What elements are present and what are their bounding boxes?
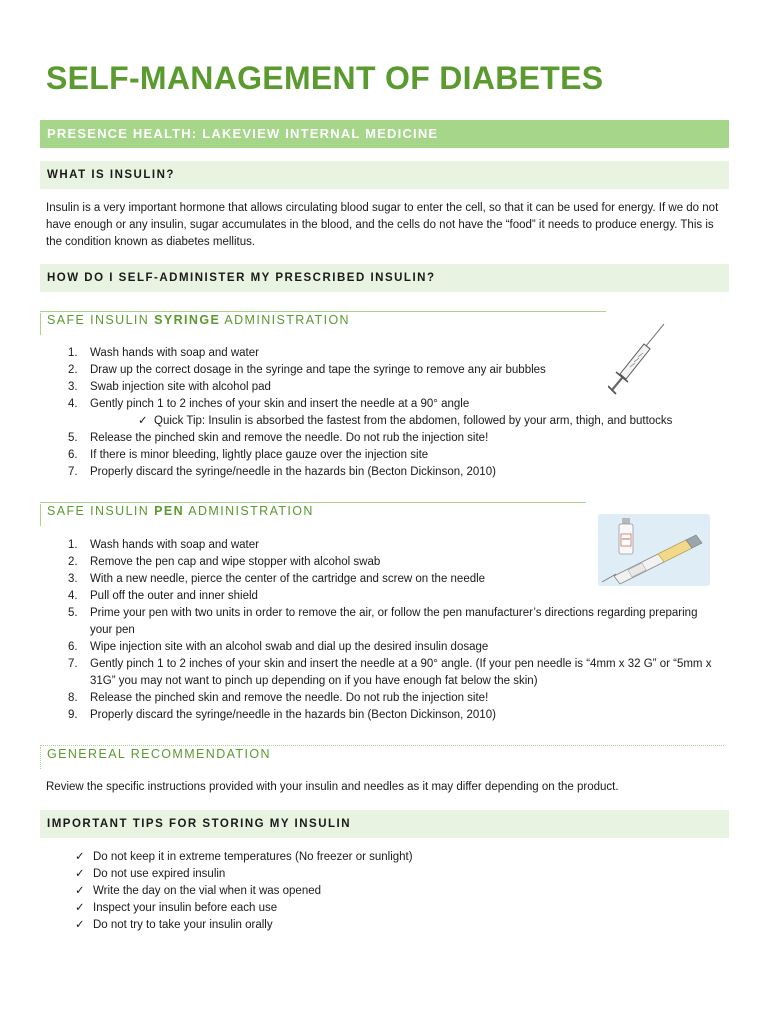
general-recommendation-text: Review the specific instructions provided with your insulin and needles as it may differ depending on the product. (46, 781, 619, 793)
list-item: 7. Properly discard the syringe/needle in the hazards bin (Becton Dickinson, 2010) (68, 466, 496, 478)
list-item: 2. Remove the pen cap and wipe stopper with alcohol swab (68, 556, 381, 568)
list-item: 1. Wash hands with soap and water (68, 539, 259, 551)
list-item: ✓ Inspect your insulin before each use (46, 900, 726, 917)
pen-section-rule (40, 502, 586, 503)
list-item: 6. If there is minor bleeding, lightly place gauze over the injection site (68, 449, 429, 461)
list-item: ✓ Do not use expired insulin (46, 866, 726, 883)
syringe-illustration (608, 322, 666, 398)
syringe-section-heading: SAFE INSULIN SYRINGE ADMINISTRATION (40, 313, 350, 335)
list-item: 4. Pull off the outer and inner shield (68, 590, 258, 602)
list-item: 1. Wash hands with soap and water (68, 347, 259, 359)
syringe-section-rule (40, 311, 606, 312)
checkmark-icon: ✓ (75, 851, 85, 863)
what-is-insulin-text: Insulin is a very important hormone that allows circulating blood sugar to enter the cell, so that it can be used for energy. If we do not have enough or any insulin, sugar accumulates in the blood, and the cells do not have the “food” it needs to produce energy. This is the condition known as diabetes mellitus. (46, 202, 719, 248)
general-section-rule (40, 745, 724, 746)
page-title: SELF-MANAGEMENT OF DIABETES (46, 60, 604, 96)
list-item: ✓ Write the day on the vial when it was opened (46, 883, 726, 900)
pen-section-heading: SAFE INSULIN PEN ADMINISTRATION (40, 504, 314, 526)
checkmark-icon: ✓ (138, 415, 148, 427)
checkmark-icon: ✓ (75, 885, 85, 897)
checkmark-icon: ✓ (75, 902, 85, 914)
list-item: 7. Gently pinch 1 to 2 inches of your skin and insert the needle at a 90° angle. (If your pen needle is “4mm x 32 G” or “5mm x 31G” you may not want to pinch up depending on if you have enough fat below the skin) (68, 658, 712, 687)
storing-tips-list (46, 849, 726, 934)
insulin-pen-and-vial-illustration (598, 514, 710, 586)
self-administer-heading: HOW DO I SELF-ADMINISTER MY PRESCRIBED INSULIN? (40, 264, 729, 292)
list-item: 4. Gently pinch 1 to 2 inches of your skin and insert the needle at a 90° angle (68, 398, 470, 410)
list-item: ✓ Do not try to take your insulin orally (46, 917, 726, 934)
list-item: 3. Swab injection site with alcohol pad (68, 381, 271, 393)
list-item: 2. Draw up the correct dosage in the syringe and tape the syringe to remove any air bubbles (68, 364, 546, 376)
list-item: 3. With a new needle, pierce the center of the cartridge and screw on the needle (68, 573, 486, 585)
checkmark-icon: ✓ (75, 919, 85, 931)
storing-tips-heading: IMPORTANT TIPS FOR STORING MY INSULIN (40, 810, 729, 838)
list-item: 5. Prime your pen with two units in order to remove the air, or follow the pen manufacturer’s directions regarding preparing your pen (68, 607, 698, 636)
list-item: 5. Release the pinched skin and remove the needle. Do not rub the injection site! (68, 432, 489, 444)
list-item: 6. Wipe injection site with an alcohol swab and dial up the desired insulin dosage (68, 641, 489, 653)
checkmark-icon: ✓ (75, 868, 85, 880)
list-item: 9. Properly discard the syringe/needle in the hazards bin (Becton Dickinson, 2010) (68, 709, 496, 721)
list-item: 8. Release the pinched skin and remove the needle. Do not rub the injection site! (68, 692, 489, 704)
general-recommendation-heading: GENEREAL RECOMMENDATION (40, 747, 271, 769)
quick-tip-item: ✓ Quick Tip: Insulin is absorbed the fastest from the abdomen, followed by your arm, thigh, and buttocks (46, 413, 726, 430)
clinic-banner: PRESENCE HEALTH: LAKEVIEW INTERNAL MEDICINE (40, 120, 729, 148)
what-is-insulin-heading: WHAT IS INSULIN? (40, 161, 729, 189)
list-item: ✓ Do not keep it in extreme temperatures (No freezer or sunlight) (46, 849, 726, 866)
